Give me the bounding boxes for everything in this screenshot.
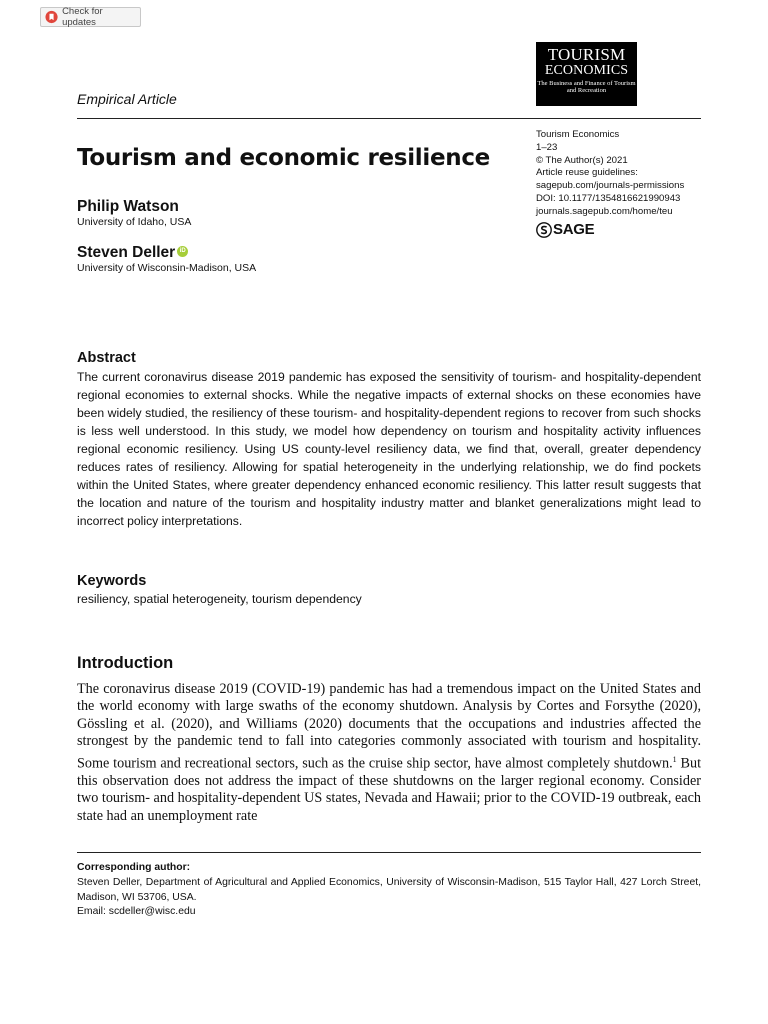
logo-line-3: The Business and Finance of Tourism and Recreation — [537, 80, 636, 94]
abstract-heading: Abstract — [77, 350, 136, 366]
corresponding-author-label: Corresponding author: — [77, 862, 191, 873]
corresponding-address: Steven Deller, Department of Agricultural and Applied Economics, University of Wisconsin-Madison, 515 Taylor Hall, 427 Lorch Street, Madison, WI 53706, USA. — [77, 877, 701, 903]
introduction-heading: Introduction — [77, 654, 174, 672]
meta-doi[interactable]: DOI: 10.1177/1354816621990943 — [536, 192, 681, 204]
author-name-line — [77, 244, 256, 262]
publisher-name: SAGE — [553, 221, 595, 238]
introduction-text — [77, 681, 701, 825]
keywords-text: resiliency, spatial heterogeneity, tourism dependency — [77, 592, 362, 606]
meta-journal: Tourism Economics — [536, 129, 620, 140]
author-affiliation: University of Wisconsin-Madison, USA — [77, 262, 257, 274]
header-divider — [77, 118, 701, 119]
meta-reuse-label: Article reuse guidelines: — [536, 167, 638, 179]
corresponding-author-details — [77, 876, 701, 920]
article-title: Tourism and economic resilience — [77, 145, 490, 171]
publisher-logo — [536, 221, 594, 238]
footnote-marker[interactable]: 1 — [672, 754, 677, 764]
logo-line-1: TOURISM — [547, 45, 626, 64]
meta-journal-link[interactable]: journals.sagepub.com/home/teu — [536, 205, 673, 217]
author-name: Steven Deller — [77, 244, 176, 261]
author-name: Philip Watson — [77, 198, 179, 215]
sage-s-icon — [536, 222, 552, 238]
author-1 — [77, 198, 191, 228]
logo-line-2: ECONOMICS — [544, 63, 629, 78]
article-meta — [536, 129, 684, 219]
orcid-icon[interactable]: iD — [177, 246, 188, 257]
article-type: Empirical Article — [77, 91, 177, 107]
check-for-updates-button[interactable] — [40, 7, 141, 27]
corresponding-email[interactable]: Email: scdeller@wisc.edu — [77, 906, 196, 918]
meta-pages: 1–23 — [536, 141, 558, 153]
bookmark-icon — [45, 10, 58, 24]
meta-copyright: © The Author(s) 2021 — [536, 154, 628, 166]
keywords-heading: Keywords — [77, 573, 147, 589]
check-for-updates-label: Check for updates — [62, 6, 103, 28]
intro-text-part-2: But this observation does not address the impact of these shutdowns on the larger regional economy. Consider two tourism- and hospitality-dependent US states, Nevada and Hawaii; prior to the COVID-19 outbreak, each state had an unemployment rate — [77, 755, 702, 824]
journal-logo — [536, 42, 637, 106]
meta-reuse-link[interactable]: sagepub.com/journals-permissions — [536, 180, 685, 192]
footer-divider — [77, 852, 701, 853]
abstract-text: The current coronavirus disease 2019 pandemic has exposed the sensitivity of tourism- and hospitality-dependent regional economies to external shocks. While the negative impacts of external shocks on these economies have been widely studied, the resiliency of these tourism- and hospitality-dependent regions to recover from such shocks is less well understood. In this study, we model how dependency on tourism and hospitality activity influences regional economic resiliency. Using US county-level resiliency data, we find that, overall, greater dependency reduces rates of resiliency. Allowing for spatial heterogeneity in the underlying relationship, we do find pockets within the United States, where greater dependency enhanced economic resiliency. This latter result suggests that the location and nature of the tourism and hospitality industry matter and blanket generalizations might lead to incorrect policy interpretations. — [77, 370, 701, 528]
author-affiliation: University of Idaho, USA — [77, 216, 192, 228]
intro-text-part-1: The coronavirus disease 2019 (COVID-19) pandemic has had a tremendous impact on the United States and the world economy with large swaths of the economy shutdown. Analysis by Cortes and Forsythe (2020), Gössling et al. (2020), and Williams (2020) documents that the occupations and industries affected the strongest by the pandemic tend to fall into categories commonly associated with tourism and hospitality. Some tourism and recreational sectors, such as the cruise ship sector, have almost completely shutdown. — [77, 681, 701, 772]
author-2 — [77, 244, 256, 274]
